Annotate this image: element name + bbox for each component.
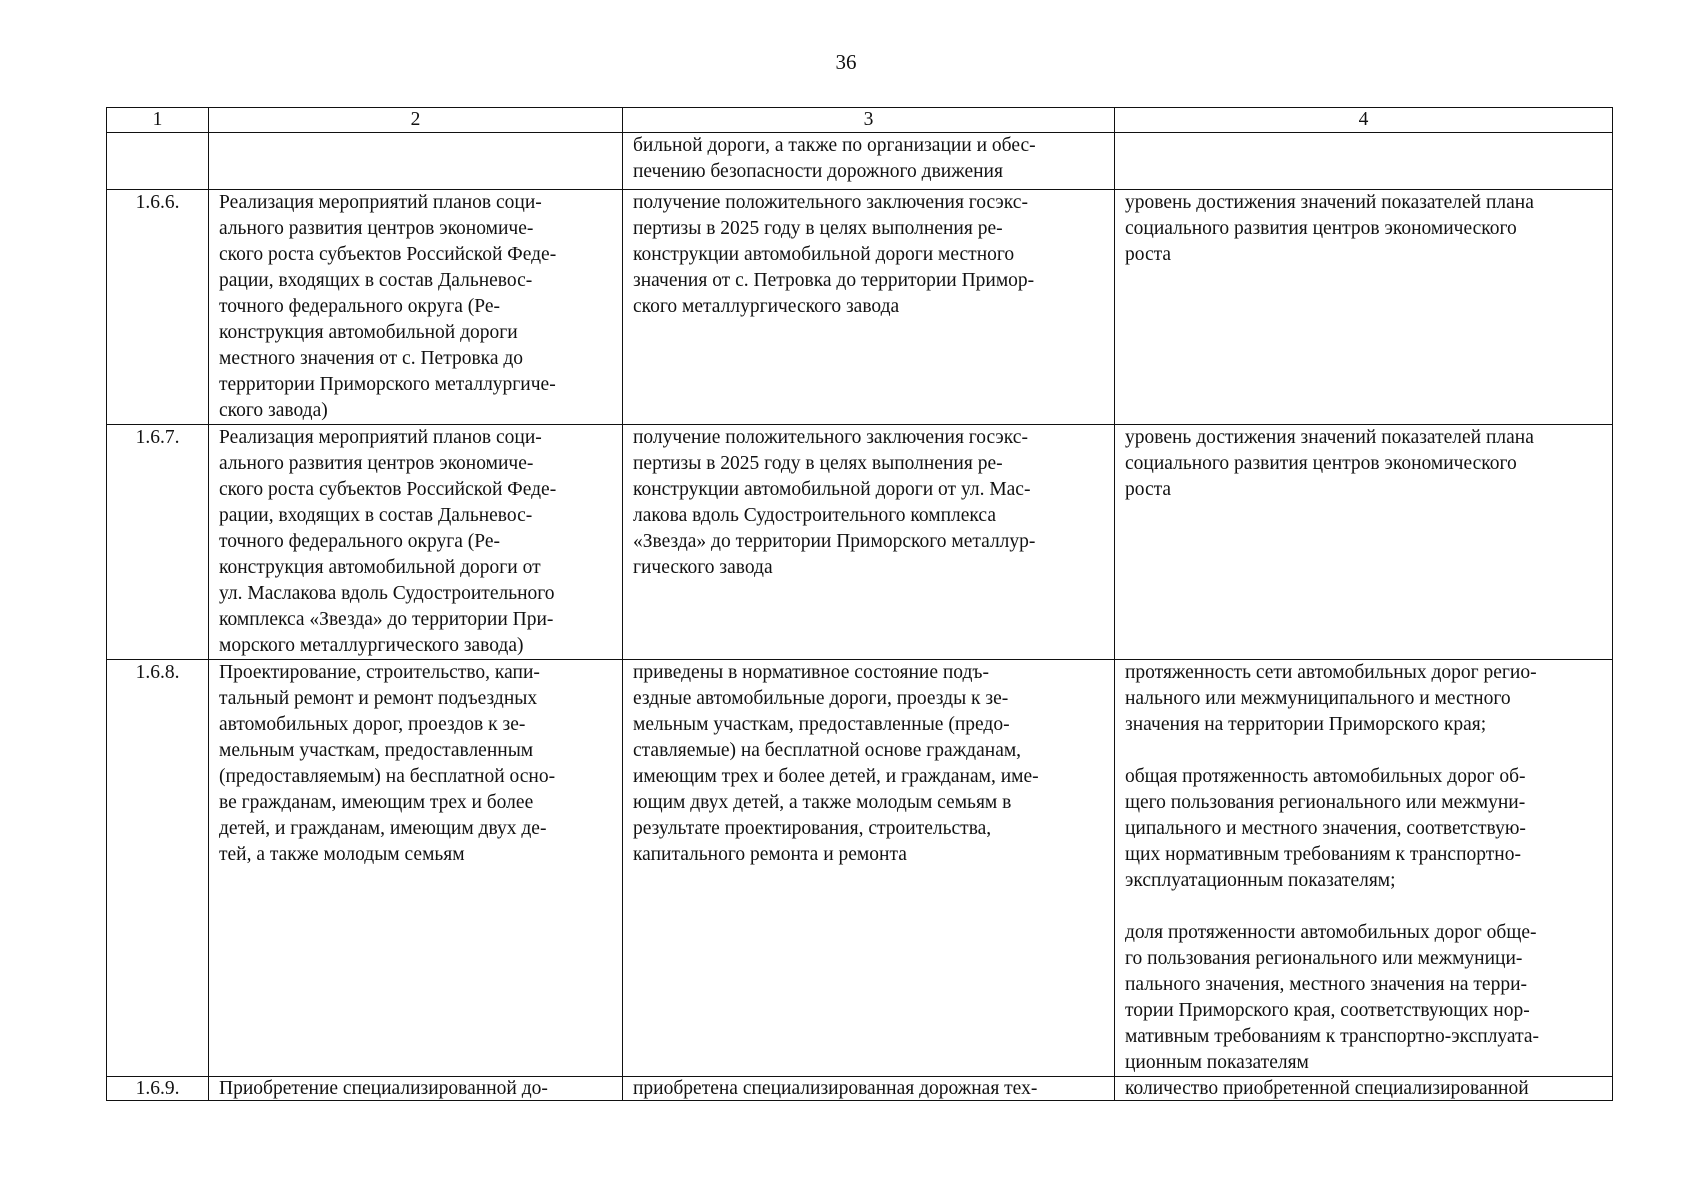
page-number: 36: [835, 50, 857, 74]
event-cell: Реализация мероприятий планов соци- ального развития центров экономиче- ского роста субъектов Российской Феде- рации, входящих в состав Дальневос- точного федерального округа (Ре- конструкция автомобильной дороги местного значения от с. Петровка до территории Приморского металлургиче- ского завода): [209, 190, 623, 425]
indicator-cell: протяженность сети автомобильных дорог регио- нального или межмуниципального и местного значения на территории Приморского края; общая протяженность автомобильных дорог об- щего пользования регионального или межмуни- ципального и местного значения, соответствую- щих нормативным требованиям к транспортно- эксплуатационным показателям; доля протяженности автомобильных дорог обще- го пользования регионального или межмуници- пального значения, местного значения на терри- тории Приморского края, соответствующих нор- мативным требованиям к транспортно-эксплуата- ционным показателям: [1115, 660, 1613, 1077]
result-cell: получение положительного заключения госэкс- пертизы в 2025 году в целях выполнения ре- конструкции автомобильной дороги местного значения от с. Петровка до территории Примор- ского металлургического завода: [623, 190, 1115, 425]
table-row: [107, 1077, 1613, 1101]
row-number-cell: [107, 133, 209, 190]
table-row: [107, 425, 1613, 660]
row-number-cell: 1.6.8.: [107, 660, 209, 1077]
result-cell: получение положительного заключения госэкс- пертизы в 2025 году в целях выполнения ре- конструкции автомобильной дороги от ул. Мас- лакова вдоль Судостроительного комплекса «Звезда» до территории Приморского металлур- гического завода: [623, 425, 1115, 660]
indicator-cell: уровень достижения значений показателей плана социального развития центров экономического роста: [1115, 425, 1613, 660]
row-number-cell: 1.6.9.: [107, 1077, 209, 1101]
indicator-cell: уровень достижения значений показателей плана социального развития центров экономического роста: [1115, 190, 1613, 425]
table-row: [107, 133, 1613, 190]
event-cell: Реализация мероприятий планов соци- ального развития центров экономиче- ского роста субъектов Российской Феде- рации, входящих в состав Дальневос- точного федерального округа (Ре- конструкция автомобильной дороги от ул. Маслакова вдоль Судостроительного комплекса «Звезда» до территории При- морского металлургического завода): [209, 425, 623, 660]
row-number-cell: 1.6.7.: [107, 425, 209, 660]
column-number-2: 2: [209, 108, 623, 133]
indicator-cell: [1115, 133, 1613, 190]
table-header-row: [107, 108, 1613, 133]
column-number-1: 1: [107, 108, 209, 133]
program-table: [106, 107, 1613, 1101]
column-number-3: 3: [623, 108, 1115, 133]
event-cell: Проектирование, строительство, капи- тальный ремонт и ремонт подъездных автомобильных дорог, проездов к зе- мельным участкам, предоставленным (предоставляемым) на бесплатной осно- ве гражданам, имеющим трех и более детей, и гражданам, имеющим двух де- тей, а также молодым семьям: [209, 660, 623, 1077]
result-cell: приведены в нормативное состояние подъ- ездные автомобильные дороги, проезды к зе- мельным участкам, предоставленные (предо- ставляемые) на бесплатной основе гражданам, имеющим трех и более детей, и гражданам, име- ющим двух детей, а также молодым семьям в результате проектирования, строительства, капитального ремонта и ремонта: [623, 660, 1115, 1077]
table-row: [107, 660, 1613, 1077]
result-cell: бильной дороги, а также по организации и обес- печению безопасности дорожного движения: [623, 133, 1115, 190]
result-cell: приобретена специализированная дорожная тех-: [623, 1077, 1115, 1101]
column-number-4: 4: [1115, 108, 1613, 133]
indicator-cell: количество приобретенной специализированной: [1115, 1077, 1613, 1101]
row-number-cell: 1.6.6.: [107, 190, 209, 425]
table-row: [107, 190, 1613, 425]
event-cell: [209, 133, 623, 190]
event-cell: Приобретение специализированной до-: [209, 1077, 623, 1101]
